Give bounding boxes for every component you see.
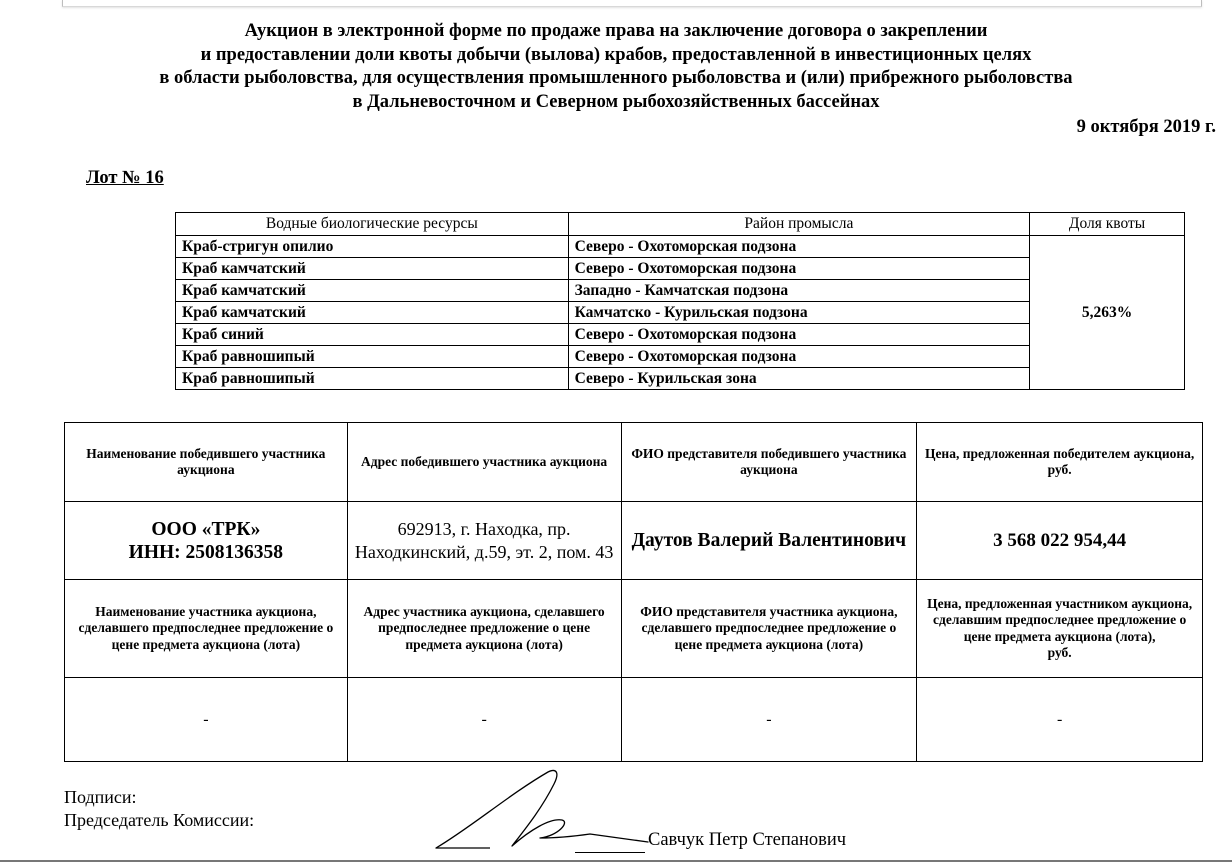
resource-cell: Краб камчатский <box>176 280 569 302</box>
winner-company: ООО «ТРК» <box>151 518 261 540</box>
winner-price-header <box>917 423 1203 502</box>
resource-cell: Краб камчатский <box>176 258 569 280</box>
winner-address-header: Адрес победившего участника аукциона <box>347 423 621 502</box>
title-line: в области рыболовства, для осуществления промышленного рыболовства и (или) прибрежного рыболовства <box>159 68 1073 88</box>
winner-price-header-unit: руб. <box>1047 462 1072 477</box>
runner-up-row <box>65 678 1203 762</box>
winner-representative-header: ФИО представителя победившего участника аукциона <box>621 423 917 502</box>
table-row <box>176 236 1185 258</box>
winner-address-cell: 692913, г. Находка, пр. Находкинский, д.59, эт. 2, пом. 43 <box>347 502 621 580</box>
runner-up-price-cell: - <box>917 678 1203 762</box>
runner-up-representative-cell: - <box>621 678 917 762</box>
winner-representative-cell: Даутов Валерий Валентинович <box>621 502 917 580</box>
area-cell: Северо - Курильская зона <box>568 368 1030 390</box>
document-title <box>40 20 1192 114</box>
winner-header-row <box>65 423 1203 502</box>
handwritten-signature <box>430 766 650 856</box>
winner-price-cell: 3 568 022 954,44 <box>917 502 1203 580</box>
winner-name-header: Наименование победившего участника аукциона <box>65 423 348 502</box>
signatures-block <box>64 786 254 832</box>
runner-up-name-cell: - <box>65 678 348 762</box>
runner-up-price-header <box>917 580 1203 678</box>
runner-up-price-header-text: Цена, предложенная участником аукциона, сделавшим предпоследнее предложение о цене предмета аукциона (лота), <box>927 595 1193 644</box>
title-line: Аукцион в электронной форме по продаже права на заключение договора о закреплении <box>244 21 988 41</box>
signatures-label: Подписи: <box>64 787 137 807</box>
runner-up-address-cell: - <box>347 678 621 762</box>
area-cell: Камчатско - Курильская подзона <box>568 302 1030 324</box>
winner-price-header-text: Цена, предложенная победителем аукциона, <box>924 445 1195 461</box>
runner-up-address-header: Адрес участника аукциона, сделавшего предпоследнее предложение о цене предмета аукциона (лота) <box>347 580 621 678</box>
chairman-name: Савчук Петр Степанович <box>648 830 847 850</box>
resource-cell: Краб синий <box>176 324 569 346</box>
runner-up-name-header: Наименование участника аукциона, сделавшего предпоследнее предложение о цене предмета аукциона (лота) <box>65 580 348 678</box>
species-table <box>175 212 1185 390</box>
title-line: и предоставлении доли квоты добычи (вылова) крабов, предоставленной в инвестиционных целях <box>200 44 1032 65</box>
area-cell: Западно - Камчатская подзона <box>568 280 1030 302</box>
title-line: в Дальневосточном и Северном рыбохозяйственных бассейнах <box>352 91 880 112</box>
area-cell: Северо - Охотоморская подзона <box>568 324 1030 346</box>
runner-up-header-row <box>65 580 1203 678</box>
runner-up-price-header-unit: руб. <box>1047 645 1072 660</box>
runner-up-representative-header: ФИО представителя участника аукциона, сделавшего предпоследнее предложение о цене предмета аукциона (лота) <box>621 580 917 678</box>
area-cell: Северо - Охотоморская подзона <box>568 258 1030 280</box>
winner-row <box>65 502 1203 580</box>
resource-cell: Краб камчатский <box>176 302 569 324</box>
signature-line <box>575 852 645 853</box>
chairman-role: Председатель Комиссии: <box>64 810 255 830</box>
resource-cell: Краб равношипый <box>176 368 569 390</box>
winner-inn: ИНН: 2508136358 <box>128 541 284 563</box>
header-area: Район промысла <box>568 213 1030 236</box>
resource-cell: Краб-стригун опилио <box>176 236 569 258</box>
page-top-edge <box>62 0 1202 7</box>
area-cell: Северо - Охотоморская подзона <box>568 236 1030 258</box>
lot-number: Лот № 16 <box>86 168 164 188</box>
document-date: 9 октября 2019 г. <box>1076 117 1216 137</box>
species-table-header <box>176 213 1185 236</box>
results-table <box>64 422 1203 762</box>
quota-cell: 5,263% <box>1030 236 1185 390</box>
area-cell: Северо - Охотоморская подзона <box>568 346 1030 368</box>
header-resources: Водные биологические ресурсы <box>176 213 569 236</box>
winner-name-cell <box>65 502 348 580</box>
page-bottom-edge <box>0 860 1232 862</box>
resource-cell: Краб равношипый <box>176 346 569 368</box>
header-quota: Доля квоты <box>1030 213 1185 236</box>
